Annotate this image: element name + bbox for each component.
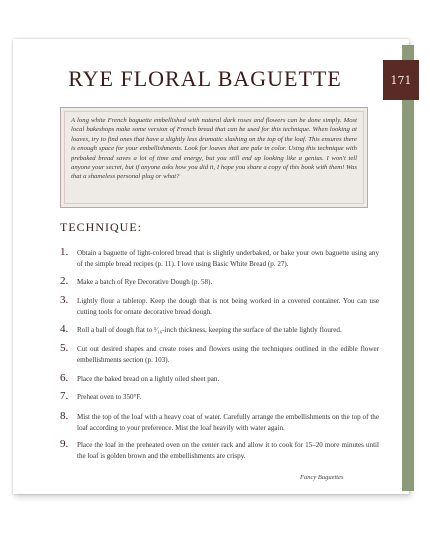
step-number: 5.	[60, 342, 69, 354]
recipe-title: RYE FLORAL BAGUETTE	[68, 66, 342, 91]
step-text: Roll a ball of dough flat to ¹⁄₁₆-inch thickness, keeping the surface of the table lightly floured.	[77, 326, 342, 334]
step-text: Mist the top of the loaf with a heavy coat of water. Carefully arrange the embellishments on the top of the loaf according to your preference. Mist the loaf heavily with water again.	[77, 413, 379, 432]
step-number: 3.	[60, 294, 69, 306]
step-text: Obtain a baguette of light-colored bread that is slightly underbaked, or bake your own baguette using any of the simple bread recipes (p. 11). I love using Basic White Bread (p. 27).	[77, 249, 379, 268]
step-text: Lightly flour a tabletop. Keep the dough that is not being worked in a covered container. You can use cutting tools for ornate decorative bread dough.	[77, 297, 379, 316]
page-edge-strip	[402, 45, 414, 491]
step-number: 6.	[60, 372, 69, 384]
page-number-tab	[383, 60, 419, 100]
intro-box	[60, 107, 368, 208]
running-footer: Fancy Baguettes	[300, 474, 344, 481]
step-text: Make a batch of Rye Decorative Dough (p. 58).	[77, 278, 213, 286]
step-number: 2.	[60, 275, 69, 287]
page-number: 171	[390, 73, 412, 87]
intro-text: A long white French baguette embellished with natural dark roses and flowers can be done simply. Most local bakeshops make some version of French bread that can be used for this technique. When looking at loaves, try to find ones that have a slightly less dramatic slashing on the top of the loaf. This ensures there is enough space for your embellishments. Look for loaves that are pale in color. Using this technique with prebaked bread saves a lot of time and energy, but you still end up looking like a genius. I won't tell anyone your secret, but if anyone asks how you did it, I hope you share a copy of this book with them! Was that a shameless personal plug or what?	[71, 117, 357, 181]
section-heading: TECHNIQUE:	[60, 220, 142, 234]
step-text: Cut out desired shapes and create roses and flowers using the techniques outlined in the edible flower embellishments section (p. 103).	[77, 345, 379, 364]
step-text: Place the baked bread on a lightly oiled sheet pan.	[77, 375, 220, 383]
step-number: 8.	[60, 410, 69, 422]
step-number: 7.	[60, 390, 69, 402]
step-number: 1.	[60, 246, 69, 258]
step-text: Place the loaf in the preheated oven on the center rack and allow it to cook for 15–20 more minutes until the loaf is golden brown and the embellishments are crispy.	[77, 441, 379, 460]
step-number: 9.	[60, 438, 69, 450]
step-number: 4.	[60, 323, 69, 335]
step-text: Preheat oven to 350°F.	[77, 393, 142, 401]
